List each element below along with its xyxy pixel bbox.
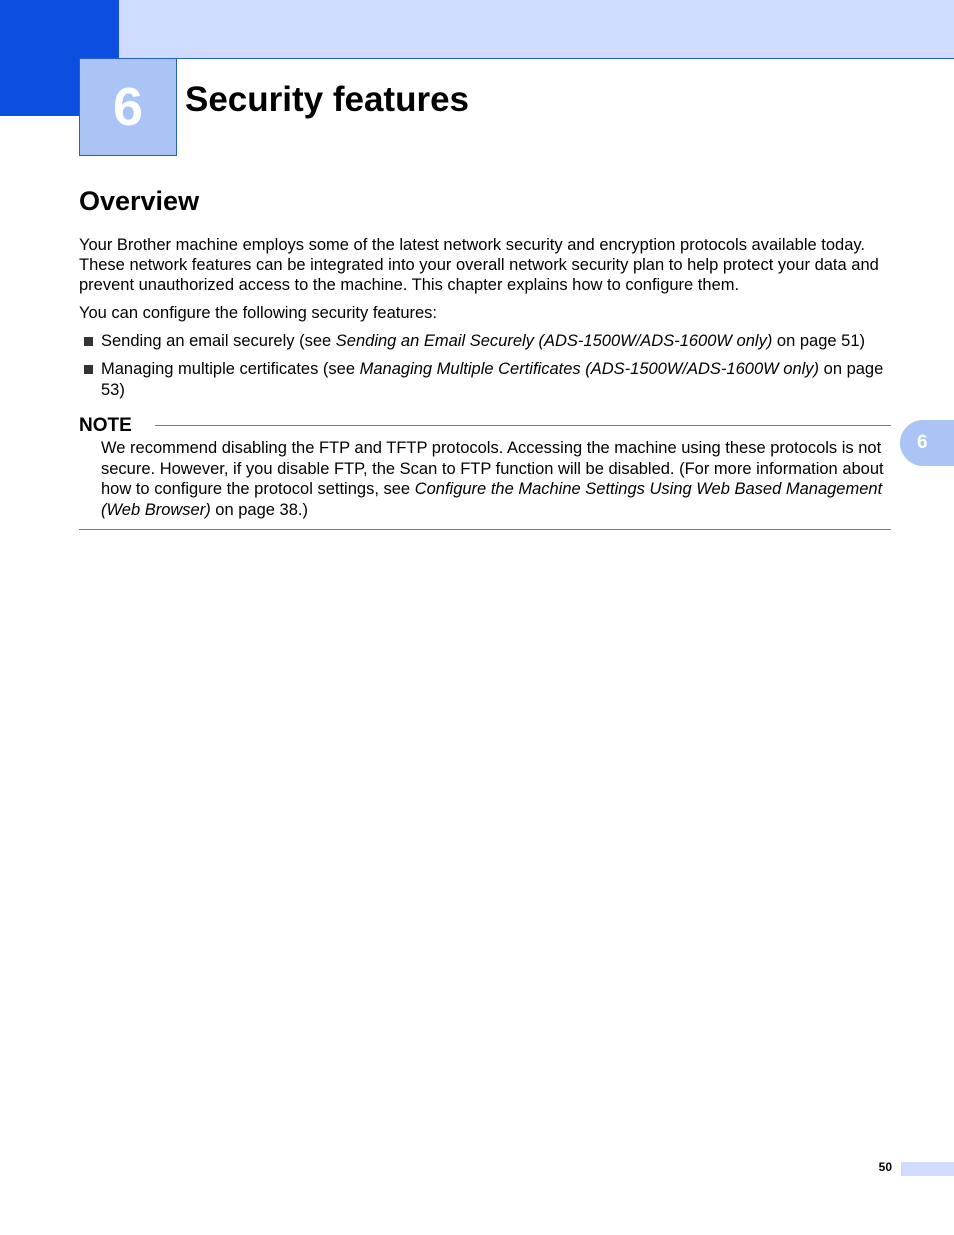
list-item-text	[84, 331, 899, 352]
header-band	[118, 0, 954, 59]
cross-reference-link[interactable]: Sending an Email Securely (ADS-1500W/ADS-1600W only)	[335, 332, 773, 350]
intro-paragraph: Your Brother machine employs some of the latest network security and encryption protocols available today. These network features can be integrated into your overall network security plan to help protect your data and prevent unauthorized access to the machine. This chapter explains how to configure them.	[79, 236, 879, 294]
footer-accent-bar	[901, 1162, 954, 1176]
note-bottom-rule	[79, 529, 891, 530]
page-number: 50	[878, 1160, 892, 1174]
note-top-rule	[155, 425, 891, 426]
chapter-title: Security features	[185, 80, 470, 119]
bullet-square-icon	[84, 337, 93, 346]
list-item-text	[84, 359, 899, 400]
chapter-side-tab	[900, 420, 954, 466]
bullet-square-icon	[84, 365, 93, 374]
note-label: NOTE	[79, 415, 132, 436]
chapter-number: 6	[112, 77, 144, 137]
list-item-suffix: on page 53)	[101, 360, 884, 399]
section-heading: Overview	[79, 186, 200, 216]
cross-reference-link[interactable]: Configure the Machine Settings Using Web Based Management (Web Browser)	[101, 480, 883, 519]
list-item-prefix: Managing multiple certificates (see	[101, 360, 360, 378]
list-item-prefix: Sending an email securely (see	[101, 332, 336, 350]
list-item	[84, 359, 899, 400]
list-item	[84, 331, 899, 352]
side-tab-label: 6	[917, 432, 928, 453]
chapter-number-box	[79, 58, 177, 156]
features-intro-paragraph: You can configure the following security features:	[79, 304, 438, 322]
cross-reference-link[interactable]: Managing Multiple Certificates (ADS-1500W/ADS-1600W only)	[359, 360, 820, 378]
list-item-suffix: on page 51)	[772, 332, 865, 350]
note-text: We recommend disabling the FTP and TFTP protocols. Accessing the machine using these protocols is not secure. However, if you disable FTP, the Scan to FTP function will be disabled. (For more information about how to configure the protocol settings, see	[101, 439, 884, 498]
note-suffix: on page 38.)	[210, 500, 308, 519]
note-body	[101, 438, 896, 520]
